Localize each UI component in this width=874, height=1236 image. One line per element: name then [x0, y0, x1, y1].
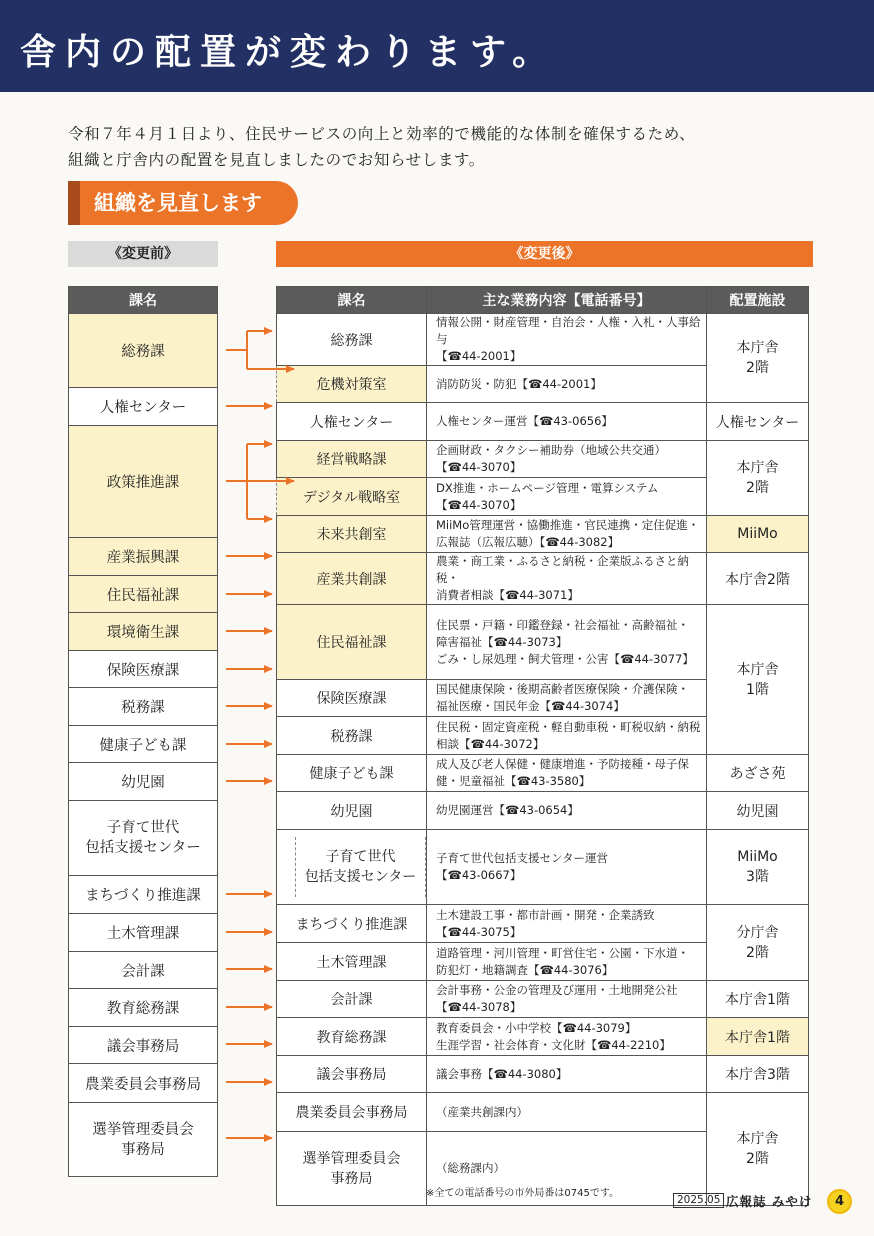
detail-line: 生涯学習・社会体育・文化財【☎44-2210】	[436, 1037, 671, 1052]
after-name: 土木管理課	[277, 943, 427, 981]
before-row: 総務課	[69, 314, 218, 388]
after-name: 税務課	[277, 717, 427, 755]
facility-line: 2階	[746, 944, 769, 961]
detail-line: 障害福祉【☎44-3073】	[436, 634, 568, 649]
after-name-line: 子育て世代	[325, 849, 396, 865]
after-header-name: 課名	[277, 287, 427, 314]
after-name: 教育総務課	[277, 1018, 427, 1056]
section-heading-text: 組織を見直します	[94, 191, 262, 215]
after-header-details: 主な業務内容【電話番号】	[427, 287, 707, 314]
footnote: ※全ての電話番号の市外局番は0745です。	[426, 1188, 620, 1199]
intro-line-1: 令和７年４月１日より、住民サービスの向上と効率的で機能的な体制を確保するため、	[68, 125, 696, 143]
magazine-name: 広報誌 みやけ	[726, 1194, 813, 1209]
detail-line: 防犯灯・地籍調査【☎44-3076】	[436, 962, 614, 977]
facility-line: 本庁舎	[736, 1131, 779, 1147]
detail-line: 【☎43-0667】	[436, 868, 522, 882]
after-name: 幼児園	[277, 792, 427, 830]
detail-line: 国民健康保険・後期高齢者医療保険・介護保険・	[436, 682, 689, 696]
before-row: 議会事務局	[69, 1027, 218, 1064]
after-name: 議会事務局	[277, 1056, 427, 1093]
after-details: 人権センター運営【☎43-0656】	[427, 403, 707, 441]
after-name: 人権センター	[277, 403, 427, 441]
facility-line: MiiMo	[737, 849, 778, 865]
after-facility: 幼児園	[707, 792, 809, 830]
detail-line: 【☎44-3070】	[436, 460, 522, 474]
facility-line: 本庁舎	[736, 340, 779, 356]
facility-line: 2階	[746, 480, 769, 496]
detail-line: 農業・商工業・ふるさと納税・企業版ふるさと納税・	[436, 554, 689, 585]
detail-line: 【☎44-3070】	[436, 497, 522, 512]
after-details: 消防防災・防犯【☎44-2001】	[427, 366, 707, 403]
intro-line-2: 組織と庁舎内の配置を見直しましたのでお知らせします。	[68, 151, 485, 169]
after-name: 経営戦略課	[277, 441, 427, 478]
before-row-line: 子育て世代	[106, 820, 180, 836]
detail-line: 【☎44-3078】	[436, 1000, 522, 1014]
before-row: 土木管理課	[69, 914, 218, 952]
detail-line: 【☎44-3075】	[436, 924, 522, 939]
facility-line: 1階	[746, 681, 769, 698]
after-name-line: 包括支援センター	[304, 869, 417, 885]
before-row: 保険医療課	[69, 651, 218, 688]
before-row: 農業委員会事務局	[69, 1064, 218, 1103]
after-name: 住民福祉課	[277, 605, 427, 680]
after-header-facility: 配置施設	[707, 287, 809, 314]
facility-line: 本庁舎	[736, 661, 779, 678]
before-row: まちづくり推進課	[69, 876, 218, 914]
detail-line: 企画財政・タクシー補助券（地域公共交通）	[436, 443, 666, 457]
facility-line: 分庁舎	[736, 924, 779, 941]
after-name-line: 事務局	[330, 1170, 373, 1187]
after-name: 農業委員会事務局	[277, 1093, 427, 1132]
facility-line: 本庁舎	[736, 460, 779, 476]
detail-line: 【☎44-2001】	[436, 349, 522, 363]
before-row-line: 事務局	[121, 1141, 165, 1158]
after-facility: 本庁舎3階	[707, 1056, 809, 1093]
detail-line: 道路管理・河川管理・町営住宅・公園・下水道・	[436, 945, 689, 960]
detail-line: 情報公開・財産管理・自治会・人権・入札・人事給与	[436, 315, 701, 346]
page-title: 舎内の配置が変わります。	[20, 32, 558, 73]
after-name: 総務課	[277, 314, 427, 366]
after-name: まちづくり推進課	[277, 905, 427, 943]
detail-line: MiiMo管理運営・協働推進・官民連携・定住促進・	[436, 518, 700, 532]
detail-line: 成人及び老人保健・健康増進・予防接種・母子保	[436, 757, 689, 771]
after-name: 健康子ども課	[277, 755, 427, 792]
detail-line: 健・児童福祉【☎43-3580】	[436, 774, 591, 788]
detail-line: 消費者相談【☎44-3071】	[436, 588, 579, 602]
after-facility: 本庁舎1階	[707, 1018, 809, 1056]
after-details: （産業共創課内）	[427, 1093, 707, 1132]
after-facility: あざさ苑	[707, 755, 809, 792]
after-name: 未来共創室	[277, 516, 427, 553]
after-name: 保険医療課	[277, 680, 427, 717]
after-name: 産業共創課	[277, 553, 427, 605]
page-number: 4	[827, 1189, 852, 1214]
after-details: （総務課内）	[427, 1132, 707, 1206]
before-header: 課名	[69, 287, 218, 314]
after-details: 幼児園運営【☎43-0654】	[427, 792, 707, 830]
detail-line: ごみ・し尿処理・飼犬管理・公害【☎44-3077】	[436, 651, 694, 666]
before-row-line: 選挙管理委員会	[92, 1121, 194, 1138]
issue-date: 2025.05	[673, 1193, 724, 1208]
before-label: 《変更前》	[68, 241, 218, 267]
before-row: 産業振興課	[69, 538, 218, 576]
detail-line: 住民票・戸籍・印鑑登録・社会福祉・高齢福祉・	[436, 617, 689, 632]
after-facility: 人権センター	[707, 403, 809, 441]
before-row: 会計課	[69, 952, 218, 989]
after-details: 議会事務【☎44-3080】	[427, 1056, 707, 1093]
before-row: 住民福祉課	[69, 576, 218, 613]
after-name-line: 選挙管理委員会	[302, 1150, 401, 1167]
before-row: 健康子ども課	[69, 726, 218, 763]
before-row: 政策推進課	[69, 426, 218, 538]
before-row: 教育総務課	[69, 989, 218, 1027]
detail-line: 相談【☎44-3072】	[436, 736, 545, 751]
detail-line: 住民税・固定資産税・軽自動車税・町税収納・納税	[436, 719, 701, 734]
facility-line: 2階	[746, 1151, 769, 1167]
detail-line: 広報誌（広報広聴）【☎44-3082】	[436, 535, 620, 549]
detail-line: DX推進・ホームページ管理・電算システム	[436, 480, 659, 495]
after-name: 危機対策室	[277, 366, 427, 403]
after-name: デジタル戦略室	[277, 478, 427, 516]
after-facility: MiiMo	[707, 516, 809, 553]
before-row: 人権センター	[69, 388, 218, 426]
after-label: 《変更後》	[276, 241, 813, 267]
detail-line: 土木建設工事・都市計画・開発・企業誘致	[436, 907, 655, 922]
before-row: 環境衛生課	[69, 613, 218, 651]
detail-line: 会計事務・公金の管理及び運用・土地開発公社	[436, 983, 678, 997]
before-row-line: 包括支援センター	[85, 840, 201, 856]
detail-line: 子育て世代包括支援センター運営	[436, 851, 609, 865]
before-row: 幼児園	[69, 763, 218, 801]
facility-line: 3階	[746, 869, 769, 885]
detail-line: 福祉医療・国民年金【☎44-3074】	[436, 699, 625, 713]
facility-line: 2階	[746, 360, 769, 376]
after-name: 会計課	[277, 981, 427, 1018]
detail-line: 教育委員会・小中学校【☎44-3079】	[436, 1020, 637, 1035]
after-facility: 本庁舎2階	[707, 553, 809, 605]
before-row: 税務課	[69, 688, 218, 726]
after-facility: 本庁舎1階	[707, 981, 809, 1018]
